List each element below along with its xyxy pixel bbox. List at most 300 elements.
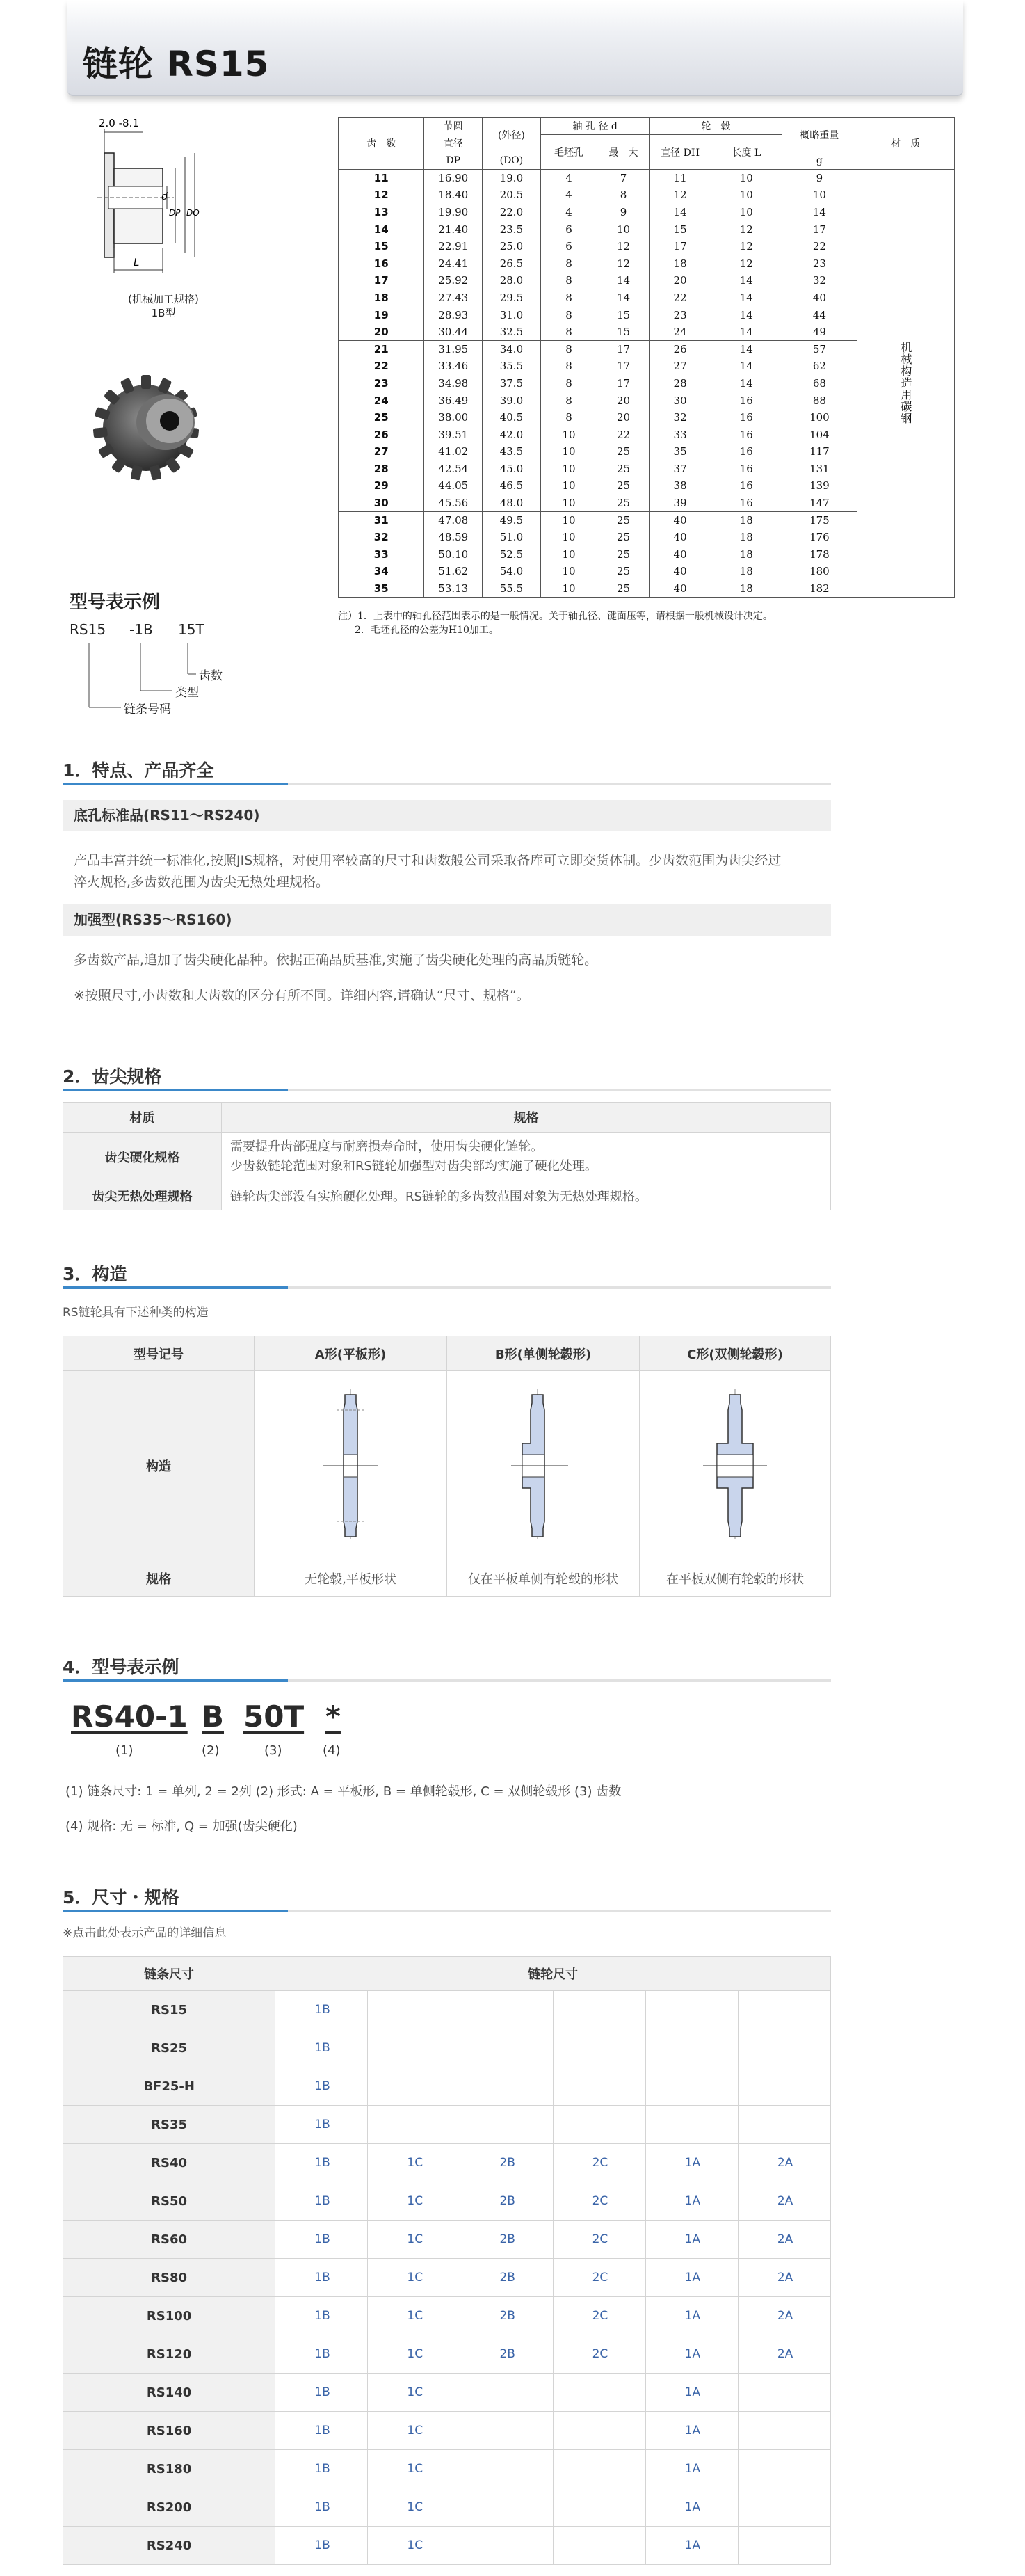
spec-cell: 25.92 [424,272,483,289]
tip-row-hardened-text1: 需要提升齿部强度与耐磨损寿命时，使用齿尖硬化链轮。 [230,1139,543,1154]
spec-cell: 52.5 [483,546,541,563]
spec-cell: 180 [782,563,857,580]
spec-cell: 12 [597,255,649,272]
spec-cell: 47.08 [424,511,483,529]
size-cell[interactable]: 1C [368,2144,460,2182]
spec-cell: 25 [597,461,649,478]
spec-cell: 38 [649,477,711,495]
model-label-type: 类型 [175,686,199,700]
size-cell[interactable]: 1B [275,2106,368,2144]
spec-cell: 44 [782,306,857,323]
size-cell[interactable]: 2B [460,2182,553,2221]
size-row-chain: BF25-H [63,2067,275,2106]
spec-cell: 25 [597,563,649,580]
size-cell[interactable]: 1B [275,2297,368,2335]
structure-header-c: C形(双侧轮毂形) [640,1336,831,1371]
size-cell [738,2488,830,2527]
spec-cell: 17 [597,375,649,392]
drawing-caption-line1: (机械加工规格) [128,293,199,305]
spec-cell: 22 [339,358,424,375]
spec-cell: 14 [711,306,782,323]
size-row-chain: RS60 [63,2221,275,2259]
spec-cell: 16 [711,409,782,426]
tip-row-hardened-name: 齿尖硬化规格 [63,1133,222,1181]
tip-header-material: 材质 [63,1103,222,1133]
size-cell [738,2106,830,2144]
spec-cell: 12 [711,221,782,238]
size-cell[interactable]: 1B [275,2488,368,2527]
size-cell [553,2029,645,2067]
size-cell[interactable]: 1C [368,2527,460,2565]
spec-cell: 8 [540,392,597,409]
size-cell [738,2450,830,2488]
spec-cell: 18 [711,529,782,546]
model-part-type: -1B [129,621,153,638]
size-cell[interactable]: 1B [275,2450,368,2488]
spec-cell: 175 [782,511,857,529]
size-cell [368,2029,460,2067]
spec-cell: 23 [649,306,711,323]
size-cell[interactable]: 1C [368,2412,460,2450]
spec-cell: 14 [711,289,782,307]
spec-cell: 20 [339,323,424,341]
size-cell [553,2527,645,2565]
spec-cell: 44.05 [424,477,483,495]
section1-paragraph-2: 多齿数产品,追加了齿尖硬化品种。依据正确品质基准,实施了齿尖硬化处理的高品质链轮。 [74,952,598,968]
size-cell[interactable]: 2B [460,2297,553,2335]
size-cell[interactable]: 1B [275,2527,368,2565]
dim-do-label: DO [186,208,200,218]
spec-cell: 139 [782,477,857,495]
spec-cell: 42.0 [483,426,541,443]
size-cell[interactable]: 1B [275,2144,368,2182]
spec-cell: 42.54 [424,461,483,478]
size-cell[interactable]: 2A [738,2297,830,2335]
size-cell [460,2374,553,2412]
size-cell[interactable]: 2C [553,2144,645,2182]
spec-cell: 28.0 [483,272,541,289]
size-cell[interactable]: 1B [275,2412,368,2450]
size-cell[interactable]: 2B [460,2335,553,2374]
spec-cell: 16 [711,461,782,478]
size-cell[interactable]: 1B [275,2029,368,2067]
size-row-chain: RS25 [63,2029,275,2067]
section2-title: 2．齿尖规格 [63,1066,162,1087]
drawing-caption-line2: 1B型 [151,307,176,319]
size-cell[interactable]: 2B [460,2259,553,2297]
spec-header-pitch2: 直径 [424,135,483,152]
spec-cell: 18 [339,289,424,307]
spec-cell: 10 [540,461,597,478]
spec-cell: 29 [339,477,424,495]
structure-b-drawing [501,1389,585,1542]
structure-spec-label: 规格 [63,1560,255,1597]
section5-rule [63,1910,831,1912]
size-cell[interactable]: 1C [368,2221,460,2259]
spec-header-bore-max: 最 大 [597,135,649,170]
spec-cell: 16.90 [424,170,483,187]
spec-cell: 10 [597,221,649,238]
spec-cell: 18 [711,511,782,529]
size-cell [645,1991,738,2029]
spec-cell: 10 [711,186,782,204]
size-row-chain: RS15 [63,1991,275,2029]
spec-header-bore: 轴 孔 径 d [540,118,649,135]
model-label-chain: 链条号码 [124,703,171,717]
spec-cell: 10 [540,495,597,512]
size-row [63,2450,831,2488]
spec-cell: 10 [711,204,782,221]
tip-spec-table [63,1102,831,1210]
size-row [63,2182,831,2221]
spec-cell: 28 [649,375,711,392]
spec-cell: 34 [339,563,424,580]
spec-cell: 26.5 [483,255,541,272]
spec-cell: 68 [782,375,857,392]
size-cell[interactable]: 2C [553,2221,645,2259]
size-cell [738,2527,830,2565]
size-cell[interactable]: 1A [645,2412,738,2450]
spec-cell: 18 [711,563,782,580]
spec-cell: 18 [649,255,711,272]
section1-paragraph-1a: 产品丰富并统一标准化,按照JIS规格，对使用率较高的尺寸和齿数般公司采取备库可立即交货体制。少齿数范围为齿尖经过 [74,853,782,868]
size-row [63,2259,831,2297]
size-cell[interactable]: 1A [645,2297,738,2335]
spec-cell: 28 [339,461,424,478]
structure-b-cell [447,1371,640,1560]
size-cell[interactable]: 1B [275,2335,368,2374]
spec-cell: 49.5 [483,511,541,529]
section1-subhead-standard: 底孔标准品(RS11～RS240) [63,800,831,831]
spec-cell: 38.00 [424,409,483,426]
size-cell[interactable]: 2B [460,2144,553,2182]
spec-cell: 12 [339,186,424,204]
spec-cell: 32.5 [483,323,541,341]
drawing-caption [90,292,236,320]
spec-cell: 9 [782,170,857,187]
spec-cell: 51.62 [424,563,483,580]
size-cell[interactable]: 2A [738,2259,830,2297]
spec-cell: 25 [597,546,649,563]
size-cell[interactable]: 1C [368,2488,460,2527]
size-cell[interactable]: 1B [275,2182,368,2221]
spec-cell: 50.10 [424,546,483,563]
spec-cell: 31.95 [424,340,483,358]
size-cell[interactable]: 1C [368,2297,460,2335]
spec-cell: 10 [540,426,597,443]
spec-cell: 23 [339,375,424,392]
size-cell[interactable]: 1C [368,2374,460,2412]
spec-cell: 22.91 [424,238,483,255]
structure-spec-a: 无轮毂,平板形状 [255,1560,447,1597]
spec-cell: 25.0 [483,238,541,255]
spec-cell: 16 [711,443,782,461]
spec-cell: 25 [597,529,649,546]
size-cell[interactable]: 1B [275,2221,368,2259]
size-cell[interactable]: 2A [738,2221,830,2259]
spec-cell: 37.5 [483,375,541,392]
code-legend-line2: (4) 规格: 无 = 标准, Q = 加强(齿尖硬化) [65,1819,298,1834]
spec-cell: 21 [339,340,424,358]
spec-cell: 8 [540,306,597,323]
size-cell[interactable]: 1C [368,2259,460,2297]
spec-cell: 20.5 [483,186,541,204]
spec-cell: 30 [339,495,424,512]
spec-cell: 33 [649,426,711,443]
size-cell [553,1991,645,2029]
dim-top-label: 2.0 -8.1 [99,117,139,129]
size-cell [738,2412,830,2450]
spec-cell: 24 [649,323,711,341]
size-cell [645,2106,738,2144]
size-cell[interactable]: 2A [738,2182,830,2221]
spec-cell: 48.59 [424,529,483,546]
size-row [63,2144,831,2182]
size-row [63,2488,831,2527]
spec-cell: 8 [540,375,597,392]
spec-cell: 8 [597,186,649,204]
section4-rule [63,1679,831,1682]
spec-cell: 12 [711,238,782,255]
size-cell [460,2527,553,2565]
spec-cell: 14 [711,340,782,358]
size-cell[interactable]: 2A [738,2335,830,2374]
model-label-teeth: 齿数 [199,669,223,683]
section1-rule [63,783,831,785]
spec-cell: 17 [782,221,857,238]
size-row-chain: RS40 [63,2144,275,2182]
size-header-sprocket: 链轮尺寸 [275,1957,831,1991]
spec-cell: 14 [782,204,857,221]
spec-cell: 6 [540,221,597,238]
spec-cell: 37 [649,461,711,478]
spec-cell: 40.5 [483,409,541,426]
spec-cell: 8 [540,289,597,307]
spec-cell: 4 [540,186,597,204]
code-num-2: (2) [202,1743,220,1758]
spec-cell: 17 [339,272,424,289]
size-cell [553,2488,645,2527]
size-cell [645,2067,738,2106]
section1-subhead-reinforced: 加强型(RS35～RS160) [63,904,831,936]
spec-cell: 34.98 [424,375,483,392]
size-cell [738,2374,830,2412]
size-cell[interactable]: 1A [645,2527,738,2565]
spec-cell: 10 [540,546,597,563]
spec-cell: 10 [540,580,597,598]
size-cell[interactable]: 1A [645,2221,738,2259]
spec-cell: 10 [540,443,597,461]
size-cell[interactable]: 1C [368,2335,460,2374]
spec-cell: 22 [649,289,711,307]
size-cell [738,2067,830,2106]
size-cell [553,2106,645,2144]
spec-cell: 18 [711,546,782,563]
spec-cell: 7 [597,170,649,187]
spec-cell: 26 [649,340,711,358]
spec-cell: 27 [649,358,711,375]
sprocket-photo [90,362,243,487]
size-cell[interactable]: 1B [275,2067,368,2106]
spec-cell: 25 [597,443,649,461]
size-cell[interactable]: 1A [645,2335,738,2374]
spec-cell: 16 [711,477,782,495]
spec-cell: 23.5 [483,221,541,238]
spec-cell: 8 [540,272,597,289]
structure-a-cell [255,1371,447,1560]
structure-header-code: 型号记号 [63,1336,255,1371]
spec-header-hub: 轮 毂 [649,118,782,135]
spec-cell: 15 [597,323,649,341]
spec-cell: 34.0 [483,340,541,358]
spec-cell: 14 [597,289,649,307]
spec-cell: 32 [339,529,424,546]
size-cell[interactable]: 2B [460,2221,553,2259]
spec-cell: 30.44 [424,323,483,341]
size-row-chain: RS240 [63,2527,275,2565]
spec-cell: 16 [711,495,782,512]
spec-notes [338,609,955,637]
spec-cell: 40 [649,580,711,598]
spec-cell: 40 [649,511,711,529]
size-cell [460,1991,553,2029]
spec-header-material: 材 质 [857,118,954,170]
size-cell[interactable]: 1A [645,2450,738,2488]
size-cell[interactable]: 2C [553,2297,645,2335]
spec-header-outer: (外径) [483,118,541,152]
spec-cell: 10 [711,170,782,187]
spec-table [338,117,955,598]
spec-cell: 147 [782,495,857,512]
spec-cell: 20 [597,392,649,409]
tip-row-hardened-text [222,1133,831,1181]
spec-cell: 39.51 [424,426,483,443]
size-cell [553,2450,645,2488]
spec-cell: 4 [540,170,597,187]
spec-cell: 26 [339,426,424,443]
spec-cell: 25 [597,580,649,598]
section2-rule [63,1089,831,1091]
spec-cell: 12 [711,255,782,272]
size-row-chain: RS100 [63,2297,275,2335]
size-cell[interactable]: 1A [645,2488,738,2527]
size-cell[interactable]: 1A [645,2259,738,2297]
spec-cell: 53.13 [424,580,483,598]
spec-cell: 31.0 [483,306,541,323]
size-row-chain: RS120 [63,2335,275,2374]
model-example [70,588,278,727]
size-row-chain: RS35 [63,2106,275,2144]
spec-cell: 16 [711,392,782,409]
spec-cell: 39.0 [483,392,541,409]
size-cell[interactable]: 1B [275,2374,368,2412]
spec-header-teeth: 齿 数 [339,118,424,170]
spec-cell: 4 [540,204,597,221]
spec-cell: 8 [540,358,597,375]
spec-header-bore-rough: 毛坯孔 [540,135,597,170]
dim-l-label: L [134,256,140,269]
size-cell[interactable]: 1B [275,1991,368,2029]
size-cell [553,2067,645,2106]
spec-cell: 18.40 [424,186,483,204]
section5-hint: ※点击此处表示产品的详细信息 [63,1926,227,1940]
size-cell[interactable]: 1A [645,2144,738,2182]
size-cell[interactable]: 1B [275,2259,368,2297]
size-cell[interactable]: 2A [738,2144,830,2182]
spec-cell: 16 [711,426,782,443]
spec-cell: 27.43 [424,289,483,307]
spec-cell: 45.56 [424,495,483,512]
spec-cell: 14 [339,221,424,238]
size-row [63,2221,831,2259]
spec-cell: 14 [711,358,782,375]
spec-cell: 12 [649,186,711,204]
dim-dp-label: DP [169,208,181,218]
size-header-chain: 链条尺寸 [63,1957,275,1991]
spec-cell: 20 [597,409,649,426]
spec-cell: 27 [339,443,424,461]
spec-cell: 25 [597,495,649,512]
spec-cell: 104 [782,426,857,443]
section3-title: 3．构造 [63,1264,127,1284]
size-cell[interactable]: 2C [553,2335,645,2374]
spec-cell: 35 [339,580,424,598]
structure-header-b: B形(单侧轮毂形) [447,1336,640,1371]
section5-title: 5．尺寸・规格 [63,1887,179,1907]
spec-cell: 15 [339,238,424,255]
spec-cell: 176 [782,529,857,546]
spec-cell: 24.41 [424,255,483,272]
spec-cell: 19 [339,306,424,323]
spec-cell: 17 [649,238,711,255]
size-cell [738,1991,830,2029]
section4-title: 4．型号表示例 [63,1657,179,1677]
size-row-chain: RS200 [63,2488,275,2527]
spec-cell: 11 [649,170,711,187]
size-row-chain: RS140 [63,2374,275,2412]
spec-cell: 32 [649,409,711,426]
size-table-body [63,1991,831,2565]
size-row [63,2106,831,2144]
size-cell[interactable]: 1A [645,2182,738,2221]
spec-note-1: 注）1．上表中的轴孔径范围表示的是一般情况。关于轴孔径、键面压等，请根据一般机械设计决定。 [338,611,773,622]
spec-cell: 17 [597,358,649,375]
spec-cell: 178 [782,546,857,563]
size-row-chain: RS80 [63,2259,275,2297]
spec-cell: 57 [782,340,857,358]
section1-title: 1．特点、产品齐全 [63,760,214,781]
spec-header-pitch3: DP [424,152,483,170]
spec-cell: 15 [597,306,649,323]
size-cell[interactable]: 1A [645,2374,738,2412]
size-cell [553,2412,645,2450]
section1-paragraph-3: ※按照尺寸,小齿数和大齿数的区分有所不同。详细内容,请确认“尺寸、规格”。 [74,988,530,1003]
spec-header-pitch: 节圆 [424,118,483,135]
spec-cell: 9 [597,204,649,221]
size-row-chain: RS180 [63,2450,275,2488]
spec-header-hub-len: 长度 L [711,135,782,170]
size-cell[interactable]: 1C [368,2450,460,2488]
code-legend-line1: (1) 链条尺寸: 1 = 单列, 2 = 2列 (2) 形式: A = 平板形, B = 单侧轮毂形, C = 双侧轮毂形 (3) 齿数 [65,1784,622,1799]
size-cell [460,2450,553,2488]
size-cell[interactable]: 1C [368,2182,460,2221]
spec-cell: 6 [540,238,597,255]
dim-d-label: d [161,191,168,202]
size-cell[interactable]: 2C [553,2259,645,2297]
spec-cell: 21.40 [424,221,483,238]
size-cell[interactable]: 2C [553,2182,645,2221]
spec-cell: 19.0 [483,170,541,187]
